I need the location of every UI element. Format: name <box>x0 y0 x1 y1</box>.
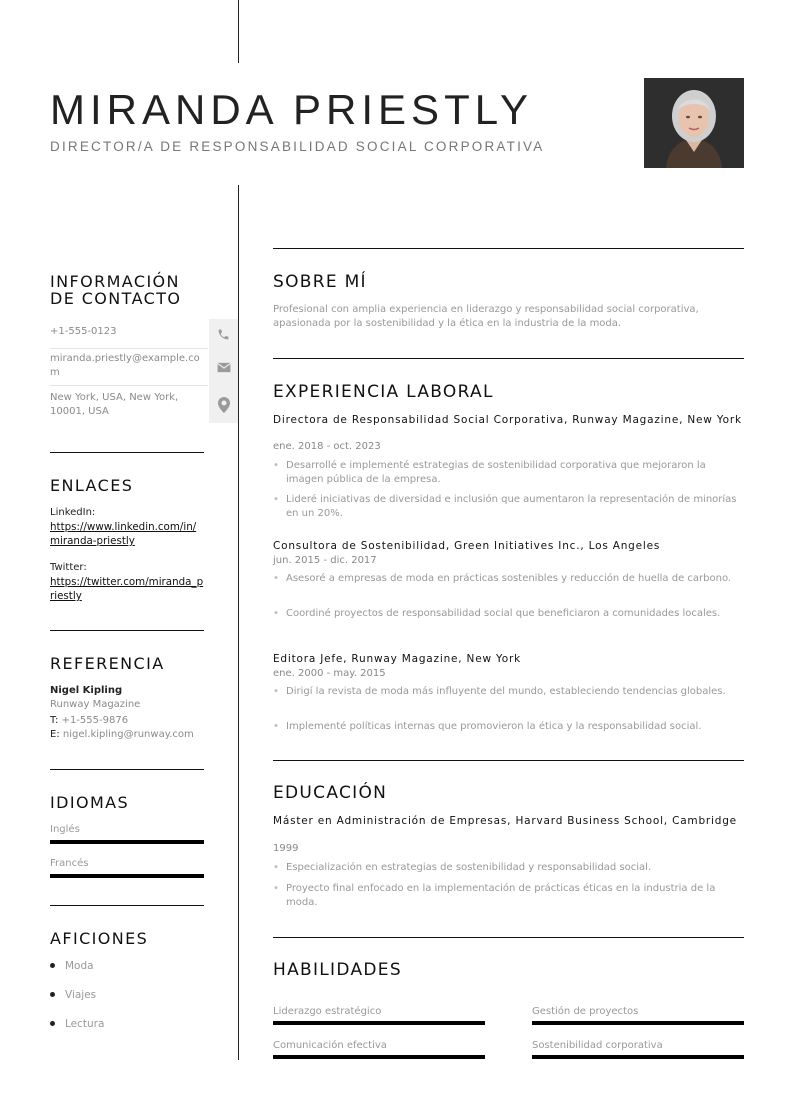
experience-divider <box>273 358 744 359</box>
reference-phone-row <box>50 714 128 728</box>
job-dates: jun. 2015 - dic. 2017 <box>273 555 377 566</box>
skills-heading: HABILIDADES <box>273 960 402 980</box>
job-title: Editora Jefe, Runway Magazine, New York <box>273 653 522 665</box>
education-year: 1999 <box>273 843 299 854</box>
contact-phone[interactable]: +1-555-0123 <box>50 326 117 337</box>
education-bullet: • Proyecto final enfocado en la implementación de prácticas éticas en la industria de la moda. <box>273 882 744 910</box>
hobby-label: Lectura <box>65 1018 105 1030</box>
reference-email[interactable]: nigel.kipling@runway.com <box>62 729 194 740</box>
contact-icon-column <box>209 319 238 423</box>
about-divider <box>273 248 744 249</box>
skill-level-bar <box>532 1055 744 1059</box>
hobbies-heading: AFICIONES <box>50 929 149 948</box>
linkedin-link[interactable]: https://www.linkedin.com/in/miranda-priestly <box>50 521 197 547</box>
candidate-name: MIRANDA PRIESTLY <box>50 86 533 133</box>
contact-heading <box>50 273 181 307</box>
job-title: Consultora de Sostenibilidad, Green Initiatives Inc., Los Angeles <box>273 540 661 552</box>
reference-company: Runway Magazine <box>50 699 141 710</box>
reference-heading: REFERENCIA <box>50 654 165 673</box>
candidate-title: DIRECTOR/A DE RESPONSABILIDAD SOCIAL CORPORATIVA <box>50 139 545 154</box>
about-text: Profesional con amplia experiencia en liderazgo y responsabilidad social corporativa, apasionada por la sostenibilidad y la ética en la industria de la moda. <box>273 304 699 329</box>
job-dates: ene. 2018 - oct. 2023 <box>273 441 381 452</box>
bullet-dot-icon <box>50 992 55 997</box>
job-dates: ene. 2000 - may. 2015 <box>273 668 386 679</box>
languages-divider <box>50 769 204 770</box>
contact-heading-line2: DE CONTACTO <box>50 289 182 308</box>
phone-icon <box>209 319 238 349</box>
portrait-image <box>644 78 744 168</box>
hobby-label: Moda <box>65 960 94 972</box>
linkedin-label: LinkedIn: <box>50 507 96 518</box>
reference-phone[interactable]: +1-555-9876 <box>61 715 129 726</box>
bullet-dot-icon <box>50 963 55 968</box>
education-bullet: • Especialización en estrategias de sostenibilidad y responsabilidad social. <box>273 861 744 875</box>
job-bullet: • Coordiné proyectos de responsabilidad social que beneficiaron a comunidades locales. <box>273 607 744 621</box>
skill-label: Gestión de proyectos <box>532 1006 639 1017</box>
language-label: Francés <box>50 858 89 869</box>
hobby-item <box>50 960 94 972</box>
hobbies-divider <box>50 905 204 906</box>
map-pin-icon <box>209 386 238 423</box>
reference-email-row <box>50 728 194 742</box>
contact-heading-line1: INFORMACIÓN <box>50 272 180 291</box>
links-divider <box>50 452 204 453</box>
language-label: Inglés <box>50 824 80 835</box>
skill-label: Comunicación efectiva <box>273 1040 387 1051</box>
languages-heading: IDIOMAS <box>50 793 130 812</box>
profile-photo <box>644 78 744 168</box>
contact-email[interactable]: miranda.priestly@example.com <box>50 353 200 378</box>
column-divider-line <box>238 185 239 1060</box>
reference-phone-label: T: <box>50 715 59 726</box>
reference-divider <box>50 630 204 631</box>
education-heading: EDUCACIÓN <box>273 783 388 803</box>
contact-email-row <box>50 349 208 386</box>
job-bullet: • Desarrollé e implementé estrategias de sostenibilidad corporativa que mejoraron la imagen pública de la empresa. <box>273 459 744 487</box>
job-bullet: • Dirigí la revista de moda más influyente del mundo, estableciendo tendencias globales. <box>273 685 744 699</box>
job-bullet: • Lideré iniciativas de diversidad e inclusión que aumentaron la representación de minorías en un 20%. <box>273 493 744 521</box>
skill-label: Liderazgo estratégico <box>273 1006 382 1017</box>
links-heading: ENLACES <box>50 476 134 495</box>
skill-level-bar <box>273 1055 485 1059</box>
contact-address: New York, USA, New York, 10001, USA <box>50 392 179 417</box>
job-bullet: • Asesoré a empresas de moda en prácticas sostenibles y reducción de huella de carbono. <box>273 572 744 586</box>
about-heading: SOBRE MÍ <box>273 272 367 292</box>
job-title: Directora de Responsabilidad Social Corporativa, Runway Magazine, New York <box>273 414 742 426</box>
hobby-label: Viajes <box>65 989 97 1001</box>
skill-level-bar <box>273 1021 485 1025</box>
skill-level-bar <box>532 1021 744 1025</box>
hobby-item <box>50 989 96 1001</box>
education-divider <box>273 760 744 761</box>
contact-phone-row <box>50 319 208 349</box>
contact-address-row <box>50 386 208 423</box>
bullet-dot-icon <box>50 1021 55 1026</box>
reference-email-label: E: <box>50 729 60 740</box>
job-bullet: • Implementé políticas internas que promovieron la ética y la responsabilidad social. <box>273 720 744 734</box>
language-level-bar <box>50 874 204 878</box>
skills-divider <box>273 937 744 938</box>
twitter-link[interactable]: https://twitter.com/miranda_priestly <box>50 576 204 602</box>
education-title: Máster en Administración de Empresas, Harvard Business School, Cambridge <box>273 815 737 827</box>
hobby-item <box>50 1018 104 1030</box>
experience-heading: EXPERIENCIA LABORAL <box>273 382 494 402</box>
reference-name: Nigel Kipling <box>50 685 123 696</box>
language-level-bar <box>50 840 204 844</box>
top-divider-line <box>238 0 239 63</box>
skill-label: Sostenibilidad corporativa <box>532 1040 663 1051</box>
twitter-label: Twitter: <box>50 562 87 573</box>
envelope-icon <box>209 349 238 386</box>
